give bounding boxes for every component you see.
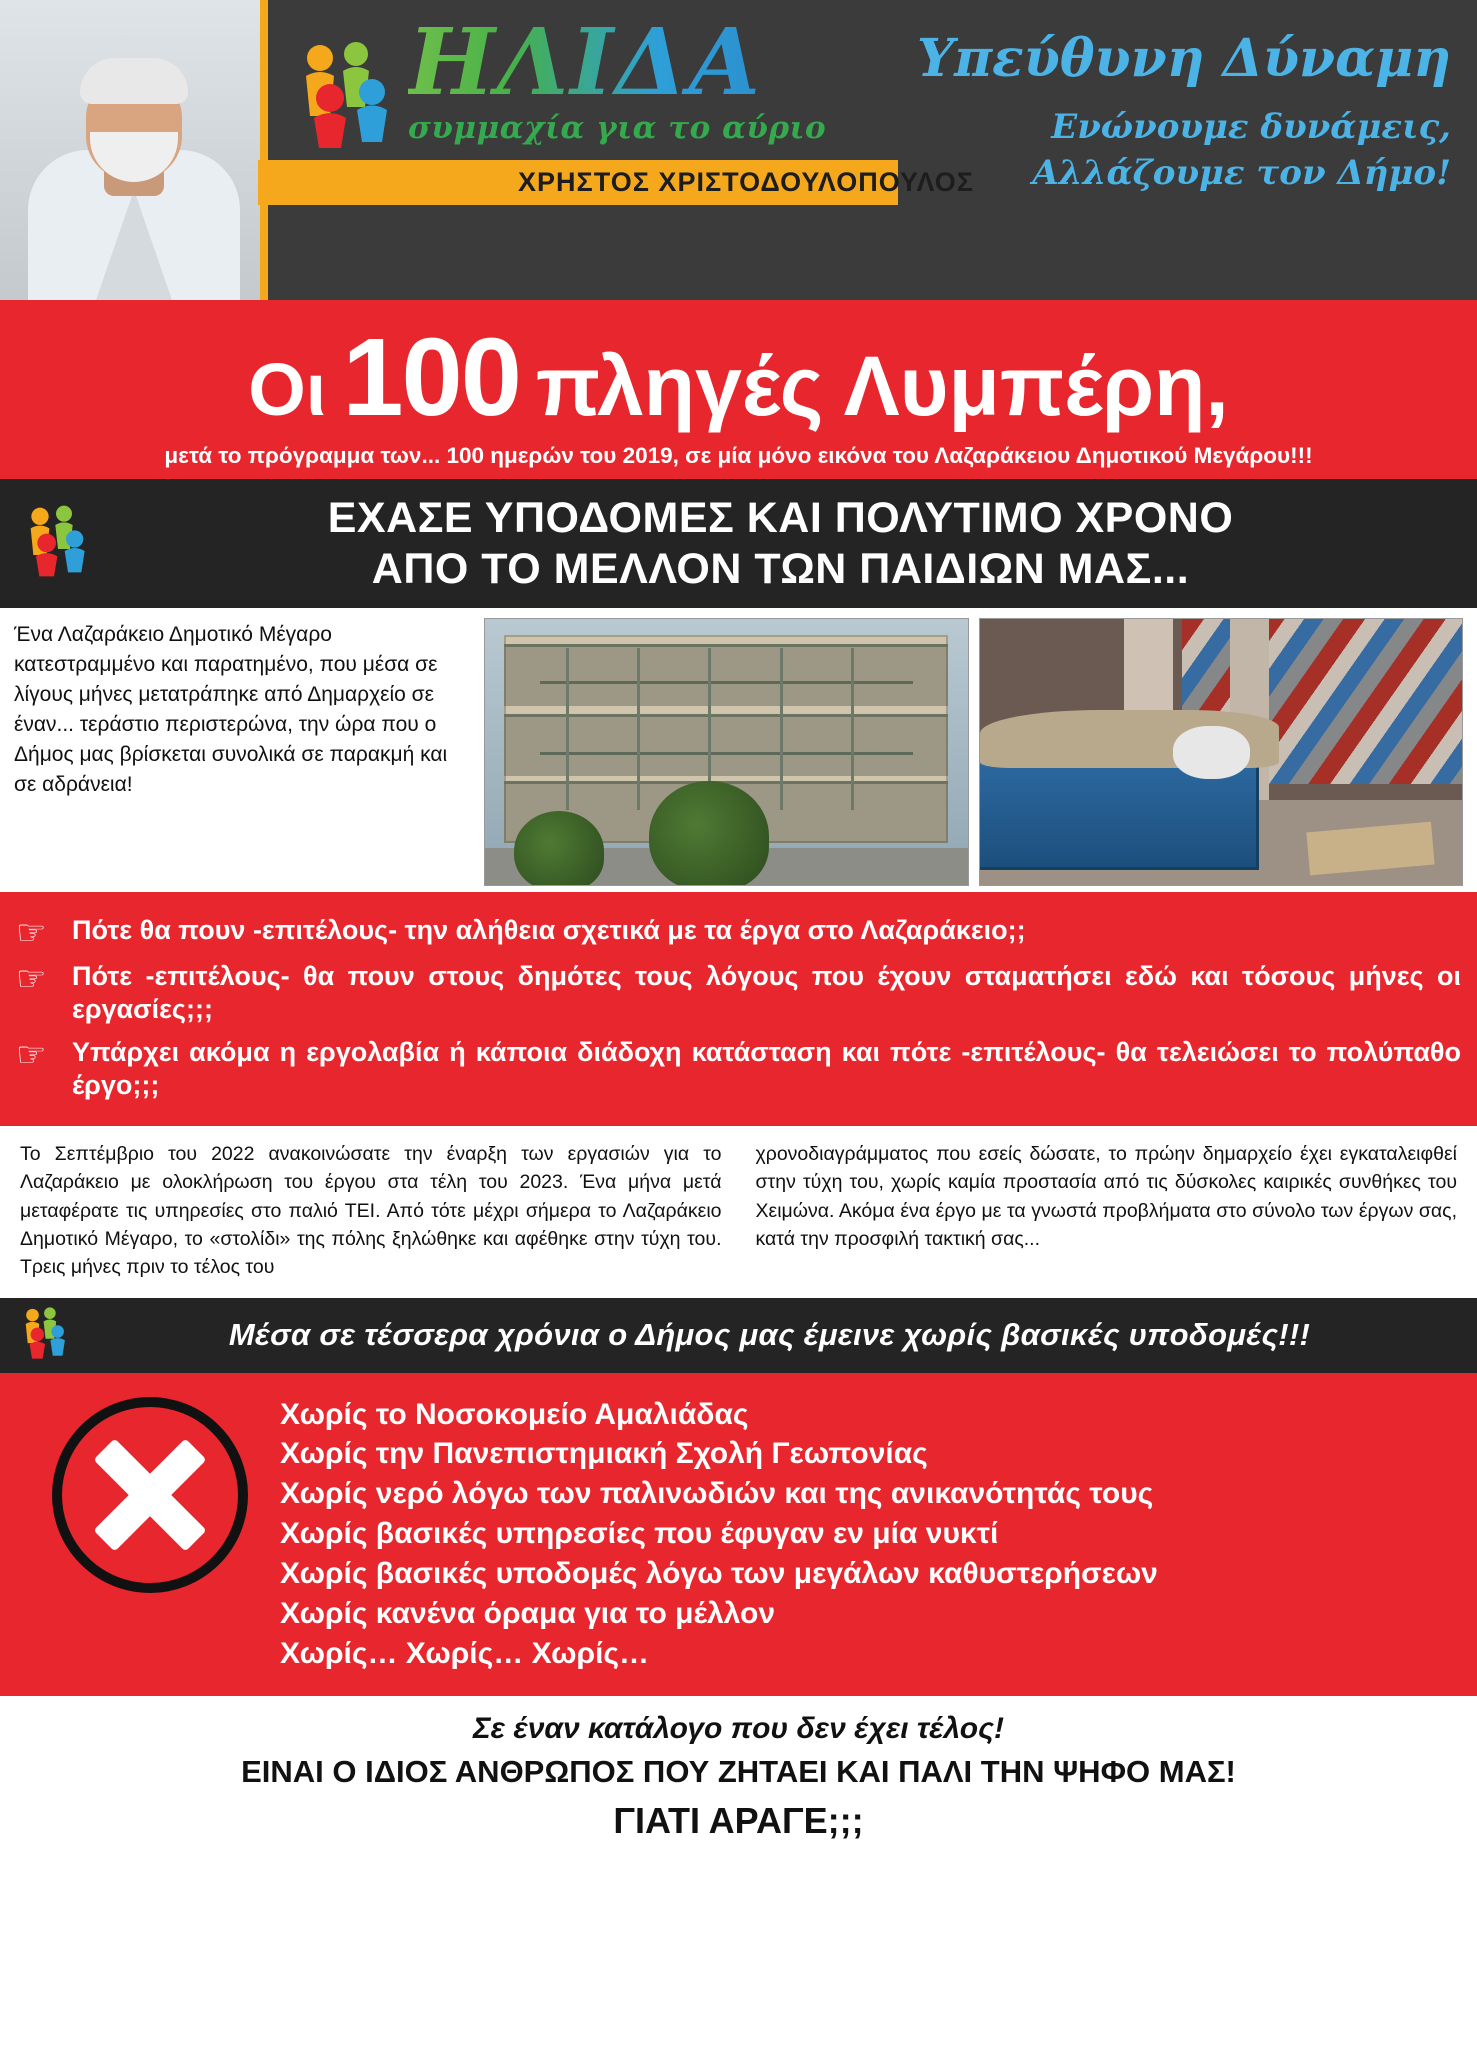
body-columns <box>0 1126 1477 1297</box>
footer-line3: ΓΙΑΤΙ ΑΡΑΓΕ;;; <box>613 1799 864 1841</box>
question-item <box>16 960 1461 1026</box>
people-logo-icon-small <box>18 1306 80 1365</box>
list-item: Χωρίς το Νοσοκομείο Αμαλιάδας <box>280 1397 749 1431</box>
slogan-line1: Ενώνουμε δυνάμεις, <box>1051 107 1451 148</box>
question-text: Πότε -επιτέλους- θα πουν στους δημότες τους λόγους που έχουν σταματήσει εδώ και τόσους μήνες οι εργασίες;;; <box>72 961 1461 1025</box>
slogan-line2: Αλλάζουμε τον Δήμο! <box>1032 153 1451 194</box>
dark-banner <box>0 479 1477 608</box>
hero-subtitle: μετά το πρόγραμμα των... 100 ημερών του 2019, σε μία μόνο εικόνα του Λαζαράκειου Δημοτικού Μεγάρου!!! <box>164 443 1313 468</box>
hero-number: 100 <box>342 316 520 439</box>
people-logo-icon <box>290 40 410 150</box>
logo-block <box>268 0 974 300</box>
footer-line1: Σε έναν κατάλογο που δεν έχει τέλος! <box>472 1711 1005 1745</box>
candidate-name: ΧΡΗΣΤΟΣ ΧΡΙΣΤΟΔΟΥΛΟΠΟΥΛΟΣ <box>258 160 898 205</box>
photo-building <box>484 618 969 886</box>
footer-line2: ΕΙΝΑΙ Ο ΙΔΙΟΣ ΑΝΘΡΩΠΟΣ ΠΟΥ ΖΗΤΑΕΙ ΚΑΙ ΠΑΛΙ ΤΗΝ ΨΗΦΟ ΜΑΣ! <box>241 1753 1236 1789</box>
list-item: Χωρίς την Πανεπιστημιακή Σχολή Γεωπονίας <box>280 1437 928 1471</box>
question-item <box>16 914 1461 953</box>
strip-text: Μέσα σε τέσσερα χρόνια ο Δήμος μας έμεινε χωρίς βασικές υποδομές!!! <box>228 1317 1311 1353</box>
people-logo-icon-small <box>20 504 104 583</box>
failures-list <box>280 1391 1457 1674</box>
banner-line1: ΕΧΑΣΕ ΥΠΟΔΟΜΕΣ ΚΑΙ ΠΟΛΥΤΙΜΟ ΧΡΟΝΟ <box>327 494 1234 542</box>
intro-row <box>0 608 1477 892</box>
pointing-hand-icon: ☞ <box>16 914 47 953</box>
header <box>0 0 1477 300</box>
question-item <box>16 1036 1461 1102</box>
list-item: Χωρίς βασικές υπηρεσίες που έφυγαν εν μία νυκτί <box>280 1517 999 1551</box>
list-item: Χωρίς… Χωρίς… Χωρίς… <box>280 1636 650 1670</box>
footer <box>0 1696 1477 1868</box>
logo-title: ΗΛΙΔΑ <box>408 16 826 108</box>
slogan-block <box>888 0 1477 300</box>
hero-headline <box>0 300 1477 479</box>
slogan-main: Υπεύθυνη Δύναμη <box>916 28 1451 89</box>
pointing-hand-icon: ☞ <box>16 1036 47 1075</box>
red-list-section <box>0 1373 1477 1696</box>
list-item: Χωρίς νερό λόγω των παλινωδιών και της ανικανότητάς τους <box>280 1477 1154 1511</box>
questions-section <box>0 892 1477 1126</box>
hero-word1: Οι <box>248 348 327 431</box>
question-text: Υπάρχει ακόμα η εργολαβία ή κάποια διάδοχη κατάσταση και πότε -επιτέλους- θα τελειώσει το πολύπαθο έργο;;; <box>72 1037 1461 1101</box>
body-column-2: χρονοδιαγράμματος που εσείς δώσατε, το πρώην δημαρχείο έχει εγκαταλειφθεί στην τύχη του, χωρίς καμία προστασία από τις δύσκολες καιρικές συνθήκες του Χειμώνα. Ακόμα ένα έργο με τα γνωστά προβλήματα στο σύνολο των έργων σας, κατά την προσφιλή τακτική σας... <box>755 1143 1457 1251</box>
intro-text: Ένα Λαζαράκειο Δημοτικό Μέγαρο κατεστραμμένο και παρατημένο, που μέσα σε λίγους μήνες μετατράπηκε από Δημαρχείο σε έναν... τεράστιο περιστερώνα, την ώρα που ο Δήμος μας βρίσκεται συνολικά σε παρακμή και σε αδράνεια! <box>14 623 448 796</box>
photo-dumpster <box>979 618 1464 886</box>
list-item: Χωρίς βασικές υποδομές λόγω των μεγάλων καθυστερήσεων <box>280 1557 1158 1591</box>
infrastructure-strip <box>0 1298 1477 1373</box>
list-item: Χωρίς κανένα όραμα για το μέλλον <box>280 1597 776 1630</box>
logo-subtitle: συμμαχία για το αύριο <box>408 110 827 146</box>
body-column-1: Το Σεπτέμβριο του 2022 ανακοινώσατε την έναρξη των εργασιών για το Λαζαράκειο με ολοκλήρωση του έργου στα τέλη του 2023. Ένα μήνα μετά μεταφέρατε τις υπηρεσίες στο παλιό ΤΕΙ. Από τότε μέχρι σήμερα το Λαζαράκειο Δημοτικό Μέγαρο, το «στολίδι» της πόλης ξηλώθηκε και αφέθηκε στην τύχη του. Τρεις μήνες πριν το τέλος του <box>20 1143 722 1279</box>
candidate-photo <box>0 0 268 300</box>
x-cross-icon <box>20 1391 280 1593</box>
pointing-hand-icon: ☞ <box>16 960 47 999</box>
banner-line2: ΑΠΟ ΤΟ ΜΕΛΛΟΝ ΤΩΝ ΠΑΙΔΙΩΝ ΜΑΣ... <box>371 544 1190 593</box>
hero-word2: πληγές Λυμπέρη, <box>535 339 1229 433</box>
question-text: Πότε θα πουν -επιτέλους- την αλήθεια σχετικά με τα έργα στο Λαζαράκειο;; <box>72 915 1026 946</box>
